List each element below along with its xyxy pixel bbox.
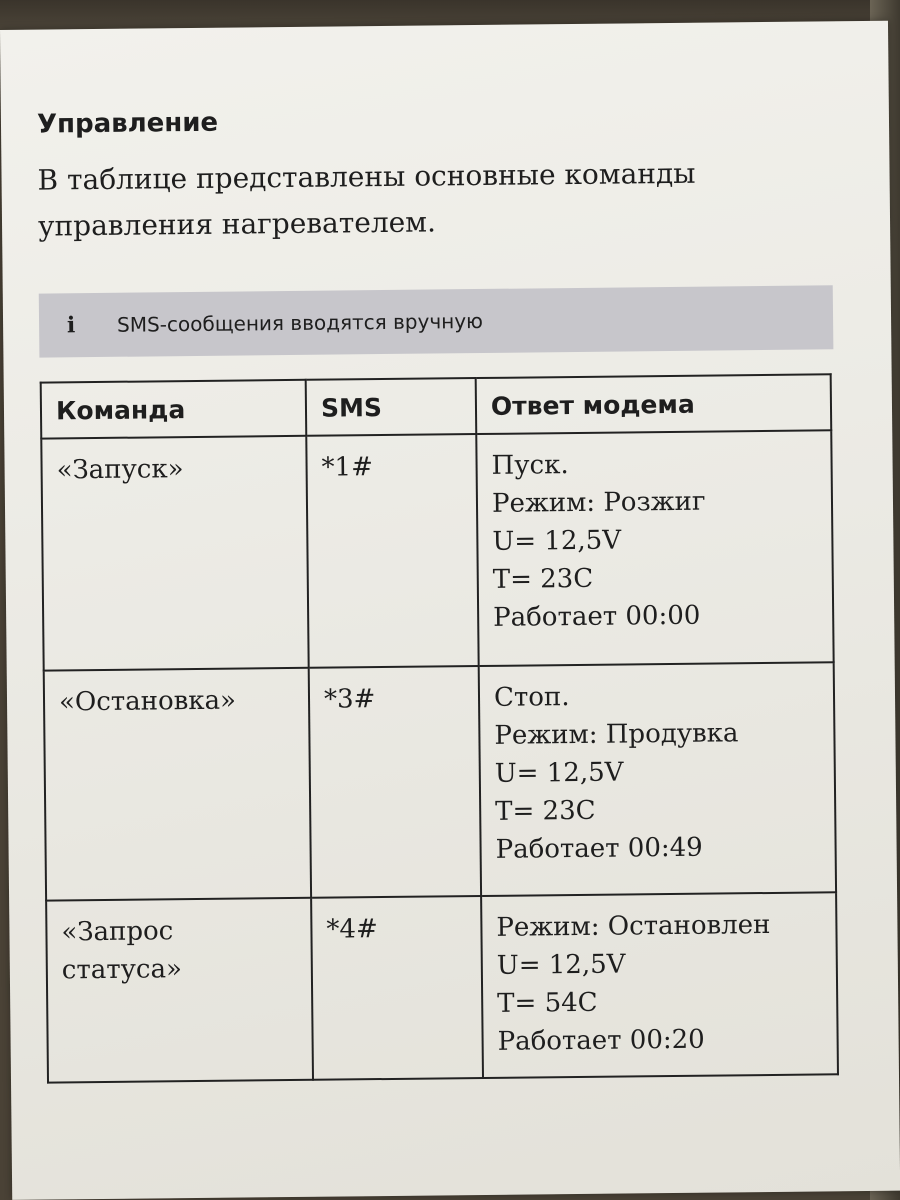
response-line: Работает 00:20 — [497, 1024, 705, 1057]
table-row — [46, 892, 838, 1082]
response-cell — [479, 662, 836, 896]
intro-paragraph: В таблице представлены основные команды управления нагревателем. — [37, 156, 696, 243]
header-response: Ответ модема — [476, 374, 832, 434]
sms-cell: *3# — [309, 666, 481, 898]
response-line: Режим: Остановлен — [496, 909, 771, 943]
response-line: U= 12,5V — [492, 525, 622, 557]
response-line: T= 23C — [492, 563, 594, 595]
response-line: Работает 00:00 — [493, 600, 701, 633]
table-row — [44, 662, 836, 900]
response-line: Режим: Розжиг — [491, 486, 706, 519]
response-line: U= 12,5V — [496, 949, 626, 981]
response-line: Пуск. — [491, 450, 569, 481]
table-header-row — [41, 374, 832, 438]
document-page — [0, 21, 900, 1200]
info-note — [39, 285, 834, 357]
response-cell — [476, 430, 833, 666]
command-cell: «Остановка» — [44, 668, 311, 901]
page-content — [37, 101, 847, 1083]
response-cell — [481, 892, 838, 1078]
info-note-text: SMS-сообщения вводятся вручную — [116, 308, 484, 337]
sms-cell: *4# — [311, 896, 483, 1080]
header-sms: SMS — [306, 378, 477, 436]
commands-table — [40, 373, 839, 1083]
response-line: T= 54C — [497, 987, 598, 1019]
info-icon: i — [66, 312, 76, 339]
command-cell: «Запрос статуса» — [46, 898, 313, 1083]
response-line: Работает 00:49 — [495, 832, 703, 865]
response-line: Стоп. — [493, 682, 570, 713]
section-heading: Управление — [36, 107, 219, 140]
response-line: Режим: Продувка — [494, 718, 739, 751]
response-line: U= 12,5V — [494, 757, 624, 789]
sms-cell: *1# — [306, 434, 478, 668]
table-row — [41, 430, 833, 670]
command-cell: «Запуск» — [41, 436, 308, 671]
header-command: Команда — [41, 380, 307, 439]
response-line: T= 23C — [495, 795, 596, 827]
